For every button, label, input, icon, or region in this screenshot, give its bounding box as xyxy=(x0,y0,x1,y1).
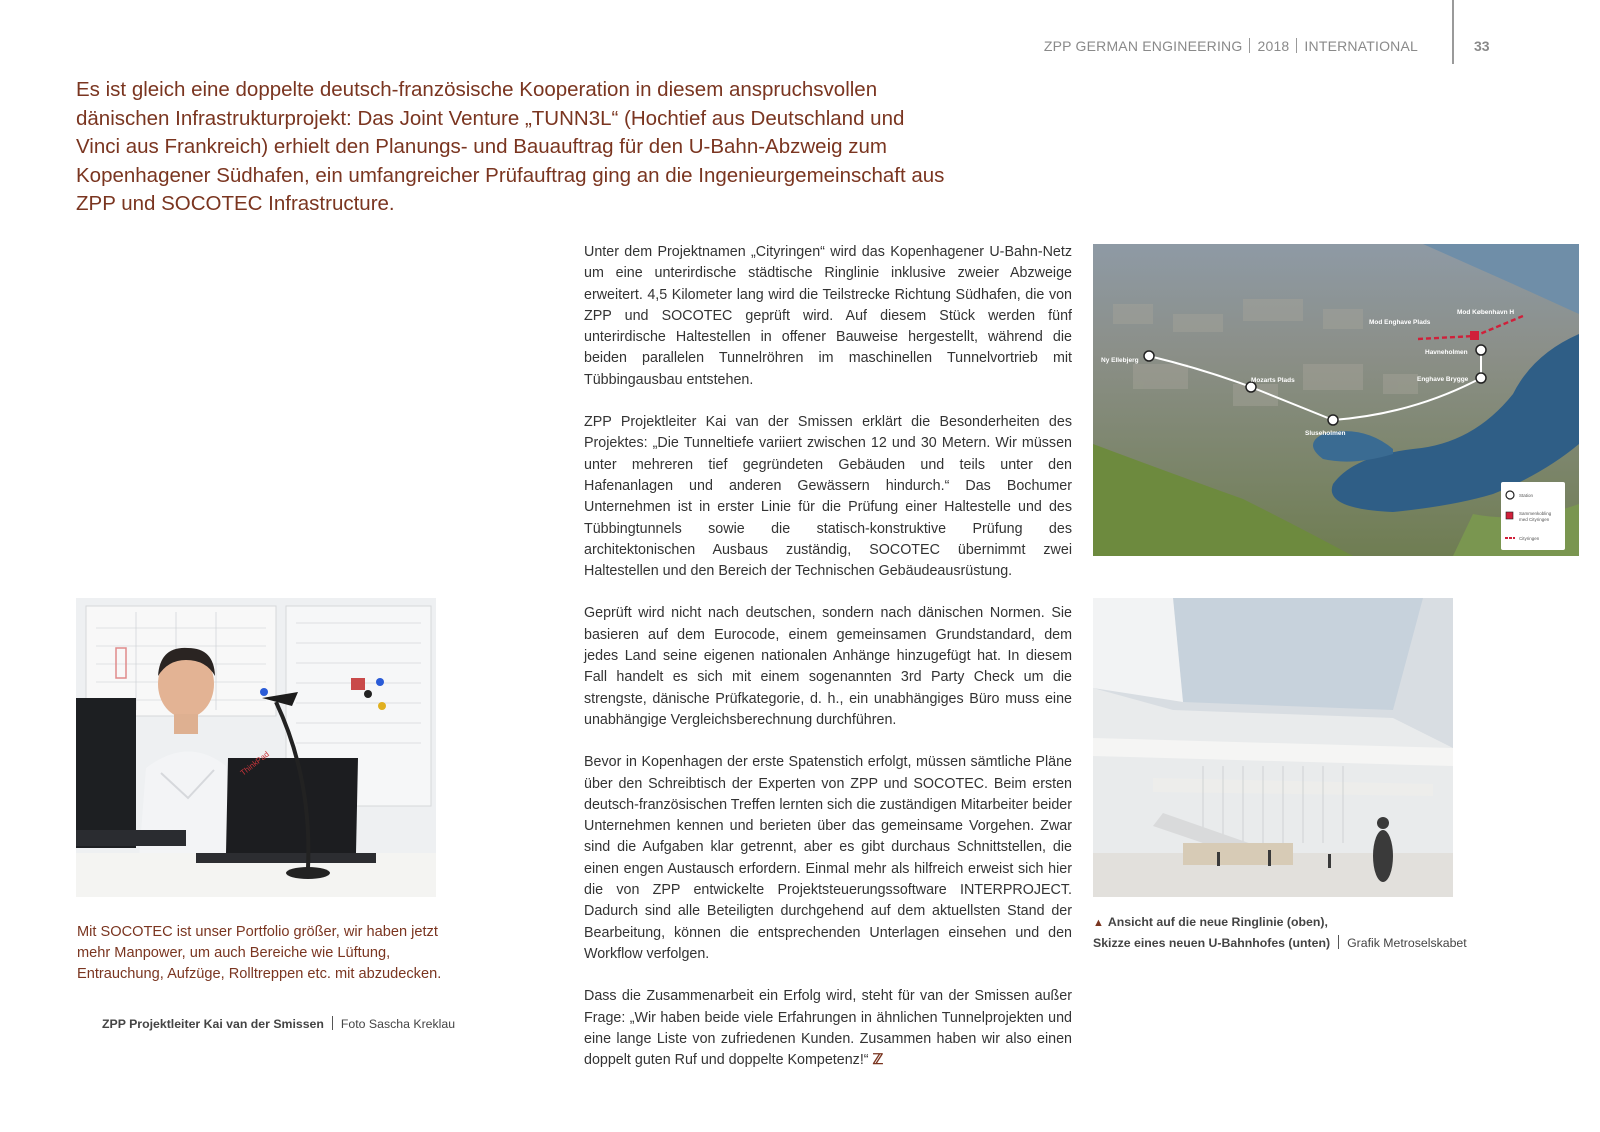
legend-station: Station xyxy=(1519,493,1534,498)
portrait-photo-illustration xyxy=(76,598,436,897)
image-caption xyxy=(1093,912,1467,953)
body-paragraph: Bevor in Kopenhagen der erste Spatenstich erfolgt, müssen sämtliche Pläne über den Schreibtisch der Experten von ZPP und SOCOTEC. Beim ersten deutsch-französischen Treffen lernten sich die zuständigen Mitarbeiter beider Unternehmen kennen und berieten über das gemeinsame Vorgehen. Zwar sind die Aufgaben klar getrennt, aber es gibt durchaus Schnittstellen, die einen engen Austausch erfordern. Einmal mehr als hilfreich erweist sich hier die von ZPP entwickelte Projektsteuerungssoftware INTERPROJECT. Dadurch sind alle Beteiligten durchgehend auf dem aktuellsten Stand der Bearbeitung, können die entsprechenden Unterlagen einsehen und den Workflow verfolgen. xyxy=(584,754,1072,962)
body-paragraph: Geprüft wird nicht nach deutschen, sondern nach dänischen Normen. Sie basieren auf dem Eurocode, einem gemeinsamen Grundstandard, dem jedes Land seine eigenen nationalen Anhänge hinzugefügt hat. In diesem Fall handelt es sich mit einem sogenannten 3rd Party Check um die strengste, dänische Prüfkategorie, d. h., ein unabhängiges Büro muss eine unabhängige Vergleichsberechnung durchführen. xyxy=(584,605,1072,728)
aerial-map-illustration xyxy=(1093,244,1579,556)
map-legend xyxy=(1501,482,1565,550)
header-divider xyxy=(1249,38,1250,53)
map-label-enghave-brygge: Enghave Brygge xyxy=(1417,376,1469,383)
station-render-illustration xyxy=(1093,598,1453,897)
article-body xyxy=(584,242,1072,1092)
body-paragraph-last xyxy=(584,986,1072,1071)
legend-cityringen: Cityringen xyxy=(1519,536,1540,541)
map-label-mod-koebenhavn: Mod København H xyxy=(1457,309,1515,316)
pull-quote: Mit SOCOTEC ist unser Portfolio größer, wir haben jetzt mehr Manpower, um auch Bereiche wie Lüftung, Entrauchung, Aufzüge, Rolltreppen etc. mit abzudecken. xyxy=(77,924,442,982)
body-paragraph-text: Dass die Zusammenarbeit ein Erfolg wird, steht für van der Smissen außer Frage: „Wir haben beide viele Erfahrungen in ähnlichen Tunnelprojekten und eine lange Liste von zufriedenen Kunden. Zusammen haben wir also einen doppelt guten Ruf und doppelte Kompetenz!“ xyxy=(584,988,1072,1069)
caption-text-1: Ansicht auf die neue Ringlinie (oben), xyxy=(1107,915,1328,929)
station-render xyxy=(1093,598,1453,897)
caption-line-1 xyxy=(1093,912,1467,933)
caption-divider xyxy=(1338,935,1339,949)
legend-sammenkobling-1: Sammenkobling xyxy=(1519,511,1552,516)
caption-line-2 xyxy=(1093,933,1467,953)
publication-name: ZPP GERMAN ENGINEERING xyxy=(1043,38,1243,54)
credit-divider xyxy=(332,1016,333,1030)
body-paragraph: Unter dem Projektnamen „Cityringen“ wird das Kopenhagener U-Bahn-Netz um eine unterirdische städtische Ringlinie inklusive zweier Abzweige erweitert. 4,5 Kilometer lang wird die Teilstrecke Richtung Südhafen, die von ZPP und SOCOTEC geprüft wird. Auf diesem Stück werden fünf unterirdische Haltestellen in offener Bauweise hergestellt, während die beiden parallelen Tunnelröhren im maschinellen Tunnelvortrieb mit Tübbingausbau entstehen. xyxy=(584,244,1072,388)
map-label-mod-enghave: Mod Enghave Plads xyxy=(1369,319,1431,326)
header-vertical-rule xyxy=(1452,0,1454,64)
page-number: 33 xyxy=(1474,38,1490,54)
body-paragraph: ZPP Projektleiter Kai van der Smissen erklärt die Besonderheiten des Projektes: „Die Tunneltiefe variiert zwischen 12 und 30 Metern. Wir müssen unter mehreren tief gegründeten Gebäuden und teils unter den Hafenanlagen und anderen Gewässern hindurch.“ Das Bochumer Unternehmen ist in erster Linie für die Prüfung einer Haltestelle und des Tübbingtunnels sowie die statisch-konstruktive Prüfung des architektonischen Ausbaus zuständig, SOCOTEC übernimmt zwei Haltestellen und den Bereich der Technischen Gebäudeausrüstung. xyxy=(584,414,1072,580)
legend-sammenkobling-2: med Cityringen xyxy=(1519,517,1550,522)
map-label-havneholmen: Havneholmen xyxy=(1425,349,1468,356)
end-mark-logo: ℤ xyxy=(872,1052,884,1069)
section-name: INTERNATIONAL xyxy=(1304,38,1418,54)
map-label-ny-ellebjerg: Ny Ellebjerg xyxy=(1101,357,1139,364)
portrait-photo xyxy=(76,598,436,897)
map-label-sluseholmen: Sluseholmen xyxy=(1305,430,1346,437)
photo-subject: ZPP Projektleiter Kai van der Smissen xyxy=(102,1017,324,1031)
photographer-credit: Foto Sascha Kreklau xyxy=(340,1017,456,1031)
aerial-route-map xyxy=(1093,244,1579,556)
laptop-brand-logo: ThinkPad xyxy=(238,749,271,778)
caption-text-2: Skizze eines neuen U-Bahnhofes (unten) xyxy=(1093,936,1331,950)
lead-paragraph: Es ist gleich eine doppelte deutsch-französische Kooperation in diesem anspruchsvollen dänischen Infrastrukturprojekt: Das Joint Venture „TUNN3L“ (Hochtief aus Deutschland und Vinci aus Frankreich) erhielt den Planungs- und Bauauftrag für den U-Bahn-Abzweig zum Kopenhagener Südhafen, ein umfangreicher Prüfauftrag ging an die Ingenieurgemeinschaft aus ZPP und SOCOTEC Infrastructure. xyxy=(76,78,945,215)
map-label-mozarts-plads: Mozarts Plads xyxy=(1251,377,1295,384)
caption-triangle-icon: ▲ xyxy=(1093,917,1104,929)
header-divider xyxy=(1296,38,1297,53)
photo-credit xyxy=(102,1016,455,1031)
publication-year: 2018 xyxy=(1257,38,1290,54)
caption-source: Grafik Metroselskabet xyxy=(1347,936,1467,950)
page-header xyxy=(1044,38,1418,54)
